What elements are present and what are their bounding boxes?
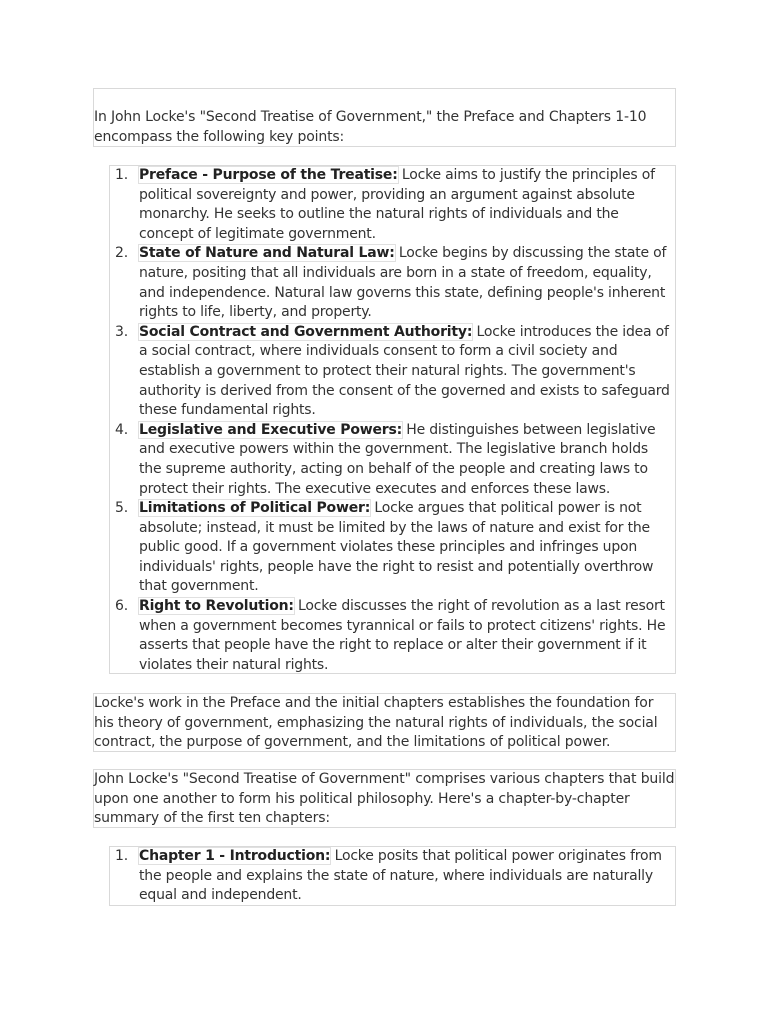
list-item: [115, 323, 673, 421]
item-number: 6.: [115, 598, 128, 615]
list-item: [115, 244, 673, 322]
list-item: [115, 166, 673, 244]
item-text: Locke posits that political power originates from the people and explains the state of nature, where individuals are naturally equal and independent.: [139, 848, 662, 904]
item-number: 1.: [115, 167, 128, 183]
item-number: 5.: [115, 500, 128, 517]
chapters-intro-paragraph: John Locke's "Second Treatise of Government" comprises various chapters that build upon one another to form his political philosophy. Here's a chapter-by-chapter summary of the first ten chapters:: [94, 771, 675, 827]
item-heading: State of Nature and Natural Law:: [139, 245, 395, 262]
item-number: 2.: [115, 245, 128, 262]
list-item: [115, 421, 673, 499]
item-number: 4.: [115, 421, 128, 438]
item-number: 3.: [115, 323, 128, 340]
item-text: He distinguishes between legislative and executive powers within the government. The legislative branch holds the supreme authority, acting on behalf of the people and creating laws to protect their rights. The executive executes and enforces these laws.: [139, 421, 656, 497]
intro-paragraph: In John Locke's "Second Treatise of Government," the Preface and Chapters 1-10 encompass the following key points:: [93, 88, 676, 147]
item-heading: Social Contract and Government Authority:: [139, 323, 473, 340]
item-heading: Chapter 1 - Introduction:: [139, 848, 331, 864]
item-text: Locke begins by discussing the state of nature, positing that all individuals are born in a state of freedom, equality, and independence. Natural law governs this state, defining people's inherent rights to life, liberty, and property.: [139, 245, 667, 321]
item-heading: Limitations of Political Power:: [139, 500, 371, 517]
item-heading: Legislative and Executive Powers:: [139, 421, 402, 438]
item-text: Locke discusses the right of revolution as a last resort when a government becomes tyrannical or fails to protect citizens' rights. He asserts that people have the right to replace or alter their government if it violates their natural rights.: [139, 598, 666, 673]
item-text: Locke argues that political power is not absolute; instead, it must be limited by the laws of nature and exist for the public good. If a government violates these principles and infringes upon individuals' rights, people have the right to resist and potentially overthrow that government.: [139, 500, 654, 595]
conclusion-paragraph: Locke's work in the Preface and the initial chapters establishes the foundation for his theory of government, emphasizing the natural rights of individuals, the social contract, the purpose of government, and the limitations of political power.: [93, 693, 676, 752]
list-item: [115, 597, 673, 675]
key-points-list: [109, 165, 676, 674]
item-heading: Right to Revolution:: [139, 598, 294, 615]
item-heading: Preface - Purpose of the Treatise:: [139, 167, 398, 183]
document: [93, 88, 675, 906]
chapters-list: [109, 846, 676, 906]
list-item: [115, 847, 673, 906]
list-item: [115, 499, 673, 597]
item-text: Locke introduces the idea of a social contract, where individuals consent to form a civil society and establish a government to protect their natural rights. The government's authority is derived from the consent of the governed and exists to safeguard these fundamental rights.: [139, 323, 670, 419]
item-number: 1.: [115, 848, 128, 864]
item-text: Locke aims to justify the principles of political sovereignty and power, providing an argument against absolute monarchy. He seeks to outline the natural rights of individuals and the concept of legitimate government.: [139, 167, 655, 242]
